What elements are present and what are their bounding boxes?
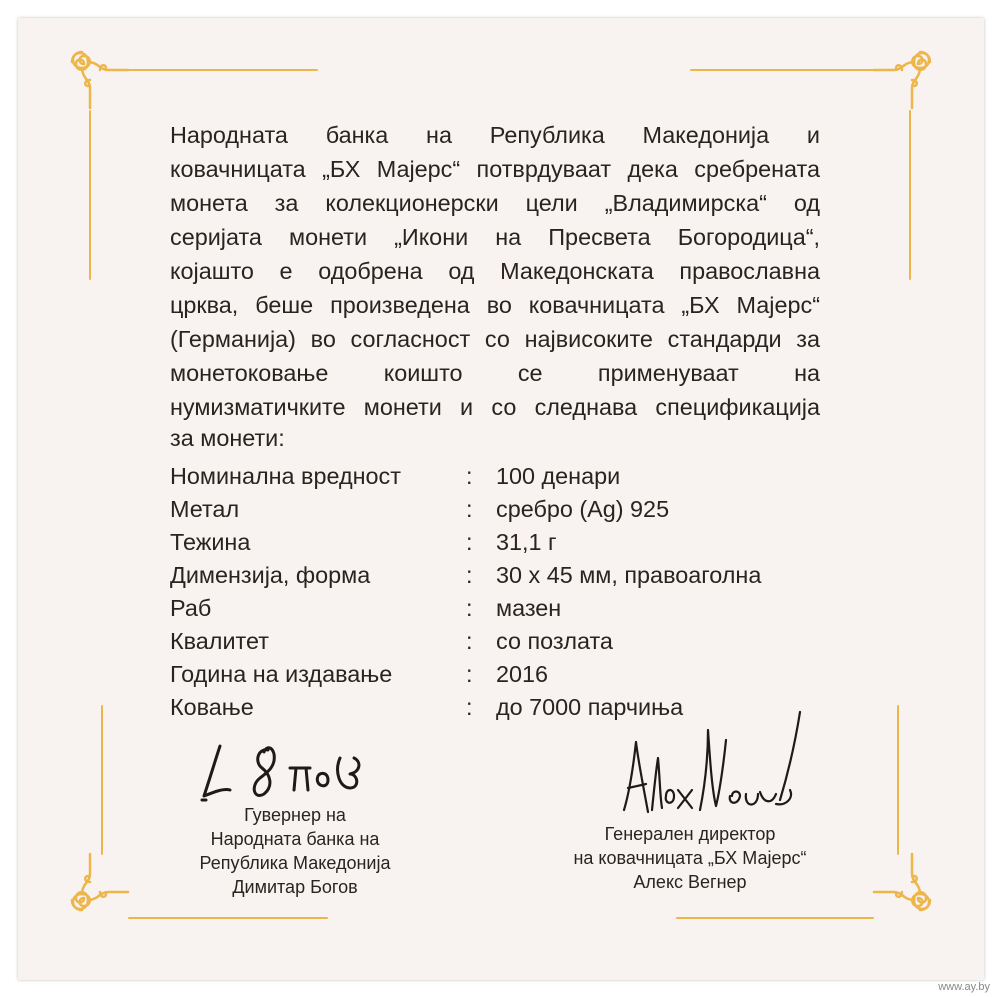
paragraph-line: црква, беше произведена во ковачницата „БХ Мајерс“ (170, 292, 820, 318)
paragraph-line: монета за колекционерски цели „Владимирска“ од (170, 190, 820, 216)
signatory-right (540, 822, 840, 894)
frame-line-left-lower (101, 705, 103, 855)
spec-value: 31,1 г (496, 529, 557, 555)
paragraph-line-last: за монети: (170, 425, 285, 451)
frame-line-left-upper (89, 110, 91, 280)
signatory-left-title: Република Македонија (199, 853, 391, 873)
spec-row (170, 460, 830, 493)
frame-line-bottom-right (676, 917, 874, 919)
paragraph-line: Народната банка на Република Македонија и (170, 122, 820, 148)
spec-label: Метал (170, 496, 240, 522)
paragraph-line: којашто е одобрена од Македонската православна (170, 258, 820, 284)
spec-label: Ковање (170, 694, 254, 720)
spec-value: 2016 (496, 661, 549, 687)
spec-value: 100 денари (496, 463, 621, 489)
paragraph-line: ковачницата „БХ Мајерс“ потврдуваат дека сребрената (170, 156, 820, 182)
spec-separator: : (466, 562, 473, 588)
spec-row (170, 592, 830, 625)
spec-row (170, 625, 830, 658)
frame-line-top (128, 69, 318, 71)
corner-ornament-top-right (872, 42, 940, 110)
spec-row (170, 493, 830, 526)
spec-separator: : (466, 496, 473, 522)
signature-left (190, 728, 390, 808)
paragraph-line: монетоковање коишто се применуваат на (170, 360, 820, 386)
spec-value: 30 x 45 мм, правоаголна (496, 562, 762, 588)
paragraph-line: серијата монети „Икони на Пресвета Богородица“, (170, 224, 820, 250)
signatory-left (170, 803, 420, 899)
frame-line-bottom-left (128, 917, 328, 919)
spec-separator: : (466, 529, 473, 555)
signatory-right-name: Алекс Вегнер (633, 872, 747, 892)
spec-value: до 7000 парчиња (496, 694, 684, 720)
spec-label: Номинална вредност (170, 463, 401, 489)
spec-value: мазен (496, 595, 562, 621)
spec-label: Квалитет (170, 628, 269, 654)
spec-separator: : (466, 694, 473, 720)
spec-row (170, 526, 830, 559)
spec-separator: : (466, 595, 473, 621)
watermark: www.ay.by (938, 981, 990, 993)
signatory-left-title: Народната банка на (210, 829, 380, 849)
spec-row (170, 559, 830, 592)
spec-label: Раб (170, 595, 212, 621)
spec-value: со позлата (496, 628, 613, 654)
corner-ornament-bottom-right (872, 852, 940, 920)
paragraph-line: нумизматичките монети и со следнава спецификација (170, 394, 820, 420)
signature-right (600, 700, 820, 830)
signatory-right-title: на ковачницата „БХ Мајерс“ (573, 848, 807, 868)
spec-label: Година на издавање (170, 661, 393, 687)
spec-separator: : (466, 661, 473, 687)
corner-ornament-bottom-left (62, 852, 130, 920)
spec-row (170, 658, 830, 691)
frame-line-right-lower (897, 705, 899, 855)
spec-label: Димензија, форма (170, 562, 371, 588)
frame-line-top-right (690, 69, 876, 71)
spec-separator: : (466, 628, 473, 654)
signatory-left-title: Гувернер на (244, 805, 346, 825)
spec-separator: : (466, 463, 473, 489)
spec-value: сребро (Ag) 925 (496, 496, 670, 522)
signatory-right-title: Генерален директор (604, 824, 776, 844)
specification-table (170, 460, 830, 724)
paragraph-line: (Германија) во согласност со највисоките стандарди за (170, 326, 820, 352)
corner-ornament-top-left (62, 42, 130, 110)
signatory-left-name: Димитар Богов (232, 877, 358, 897)
frame-line-right-upper (909, 110, 911, 280)
spec-label: Тежина (170, 529, 251, 555)
